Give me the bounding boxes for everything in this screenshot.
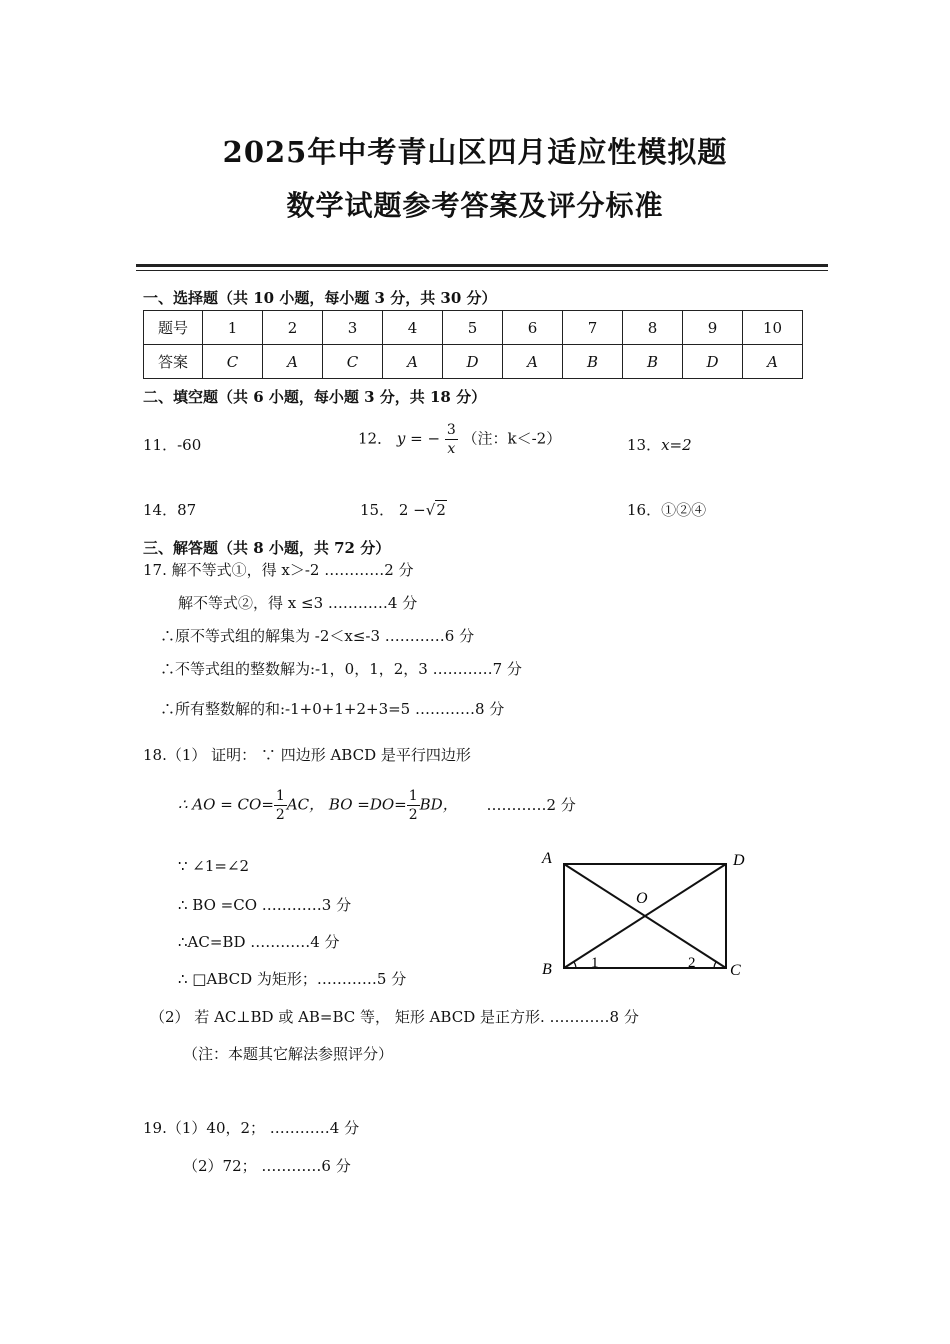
q18-fraction-2-den: 2 bbox=[408, 807, 418, 823]
answer-cell: C bbox=[323, 345, 383, 379]
vertex-label-d: D bbox=[733, 852, 745, 869]
q14-number: 14． bbox=[143, 501, 178, 519]
q16-answer: ①②④ bbox=[661, 501, 707, 519]
q18-fraction-2-num: 1 bbox=[408, 788, 418, 804]
section2-heading: 二、填空题（共 6 小题，每小题 3 分，共 18 分） bbox=[143, 388, 487, 406]
fill-q14 bbox=[143, 499, 196, 520]
section1-heading: 一、选择题（共 10 小题，每小题 3 分，共 30 分） bbox=[143, 289, 497, 307]
q18-fraction-1 bbox=[274, 787, 287, 824]
vertex-label-b: B bbox=[542, 961, 552, 978]
answer-cell: B bbox=[623, 345, 683, 379]
question-number: 7 bbox=[563, 311, 623, 345]
row-header-answer: 答案 bbox=[144, 345, 203, 379]
center-label-o: O bbox=[636, 890, 648, 907]
q18-line-4: ∴ BO =CO …………3 分 bbox=[178, 896, 352, 914]
angle-label-2: 2 bbox=[688, 955, 696, 971]
q12-fraction-numerator: 3 bbox=[446, 422, 456, 438]
q12-note: （注：k＜-2） bbox=[462, 429, 562, 448]
answer-cell: B bbox=[563, 345, 623, 379]
question-number: 10 bbox=[743, 311, 803, 345]
q18-line-6: ∴ □ABCD 为矩形；…………5 分 bbox=[178, 970, 407, 988]
q13-number: 13． bbox=[627, 436, 662, 454]
answer-cell: D bbox=[443, 345, 503, 379]
fill-q12 bbox=[358, 421, 561, 458]
angle-label-1: 1 bbox=[591, 955, 599, 971]
q18-fraction-1-num: 1 bbox=[275, 788, 285, 804]
vertex-label-a: A bbox=[542, 850, 552, 867]
q18-line-3: ∵ ∠1=∠2 bbox=[178, 857, 250, 875]
page-title: 2025年中考青山区四月适应性模拟题 bbox=[222, 135, 728, 169]
question-number: 8 bbox=[623, 311, 683, 345]
q18-line-2 bbox=[178, 787, 576, 824]
q17-line-3: ∴原不等式组的解集为 -2＜x≤-3 …………6 分 bbox=[160, 627, 475, 645]
q12-number: 12． bbox=[358, 429, 393, 448]
q17-line-4: ∴不等式组的整数解为:-1，0，1，2，3 …………7 分 bbox=[160, 660, 522, 678]
question-number: 1 bbox=[203, 311, 263, 345]
fill-q15 bbox=[360, 499, 447, 520]
answer-cell: D bbox=[683, 345, 743, 379]
fill-q11 bbox=[143, 434, 201, 455]
rectangle-figure bbox=[530, 845, 760, 985]
q15-number: 15． bbox=[360, 501, 395, 519]
answer-table-answer-row bbox=[144, 345, 803, 379]
answer-cell: A bbox=[263, 345, 323, 379]
q19-line-1: 19.（1）40，2； …………4 分 bbox=[143, 1119, 360, 1137]
answer-table-question-row bbox=[144, 311, 803, 345]
q18-line-8: （注：本题其它解法参照评分） bbox=[183, 1045, 394, 1063]
answer-cell: A bbox=[743, 345, 803, 379]
q12-fraction bbox=[445, 421, 458, 458]
q18-line-2-prefix: ∴ AO = CO= bbox=[178, 795, 274, 814]
q18-line-5: ∴AC=BD …………4 分 bbox=[178, 933, 340, 951]
q18-line-1: 18.（1） 证明： ∵ 四边形 ABCD 是平行四边形 bbox=[143, 746, 471, 764]
q13-answer: x=2 bbox=[661, 436, 692, 454]
q11-number: 11． bbox=[143, 436, 178, 454]
q18-fraction-2 bbox=[407, 787, 420, 824]
section3-heading: 三、解答题（共 8 小题，共 72 分） bbox=[143, 539, 391, 557]
sqrt-sign-icon: √ bbox=[425, 501, 436, 519]
q18-line-7: （2） 若 AC⊥BD 或 AB=BC 等， 矩形 ABCD 是正方形. …………8 分 bbox=[150, 1008, 639, 1026]
q17-line-1: 17. 解不等式①，得 x＞-2 …………2 分 bbox=[143, 561, 414, 579]
q18-line-2-score: …………2 分 bbox=[486, 795, 576, 814]
q17-line-5: ∴所有整数解的和:-1+0+1+2+3=5 …………8 分 bbox=[160, 700, 505, 718]
q14-answer: 87 bbox=[177, 501, 197, 519]
fill-q13 bbox=[627, 434, 692, 455]
page-subtitle: 数学试题参考答案及评分标准 bbox=[286, 189, 664, 222]
question-number: 4 bbox=[383, 311, 443, 345]
q18-line-2-middle: AC， BO =DO= bbox=[286, 795, 407, 814]
answer-cell: A bbox=[383, 345, 443, 379]
q11-answer: -60 bbox=[177, 436, 202, 454]
answer-cell: A bbox=[503, 345, 563, 379]
header-divider-thick bbox=[136, 264, 828, 267]
question-number: 5 bbox=[443, 311, 503, 345]
q18-line-2-suffix: BD， bbox=[419, 795, 458, 814]
question-number: 2 bbox=[263, 311, 323, 345]
vertex-label-c: C bbox=[730, 962, 741, 979]
answer-cell: C bbox=[203, 345, 263, 379]
header-divider-thin bbox=[136, 270, 828, 271]
answer-table bbox=[143, 310, 803, 379]
row-header-question: 题号 bbox=[144, 311, 203, 345]
q15-prefix: 2 − bbox=[398, 501, 426, 519]
fill-q16 bbox=[627, 499, 706, 520]
question-number: 9 bbox=[683, 311, 743, 345]
question-number: 6 bbox=[503, 311, 563, 345]
question-number: 3 bbox=[323, 311, 383, 345]
q18-fraction-1-den: 2 bbox=[275, 807, 285, 823]
q15-radicand: 2 bbox=[436, 501, 446, 519]
q17-line-2: 解不等式②，得 x ≤3 …………4 分 bbox=[178, 594, 418, 612]
q12-lhs: y = − bbox=[396, 429, 441, 448]
q16-number: 16． bbox=[627, 501, 662, 519]
q19-line-2: （2）72； …………6 分 bbox=[183, 1157, 351, 1175]
q12-fraction-denominator: x bbox=[447, 441, 456, 457]
